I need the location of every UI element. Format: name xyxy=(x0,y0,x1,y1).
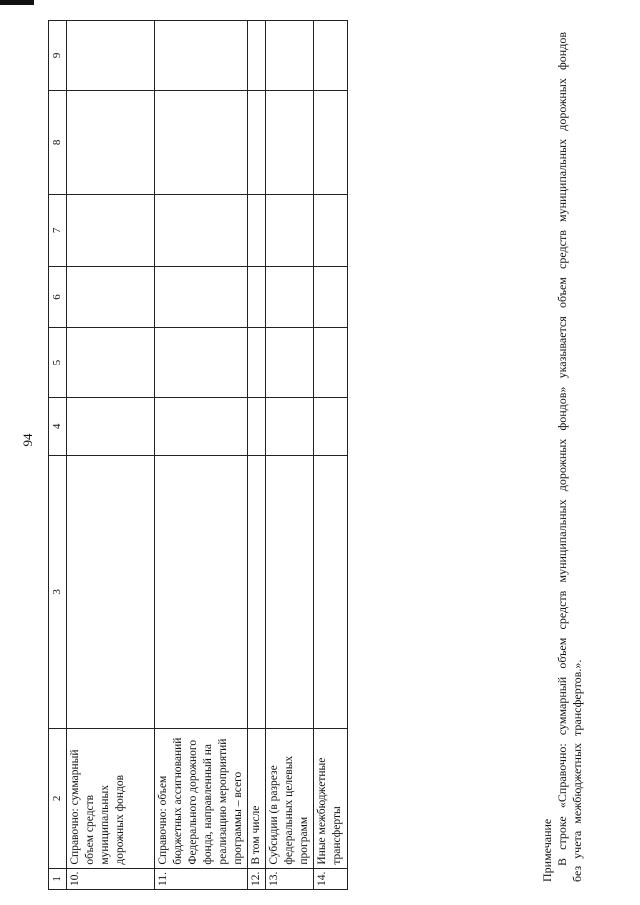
row-name: Субсидии (в разрезе федеральных целевых программ xyxy=(266,728,314,868)
table-cell xyxy=(155,328,248,398)
table-cell xyxy=(248,455,266,728)
table-cell xyxy=(248,328,266,398)
table-cell xyxy=(266,90,314,194)
table-cell xyxy=(67,266,155,328)
table-cell xyxy=(67,90,155,194)
table-cell xyxy=(67,328,155,398)
table-cell xyxy=(314,21,348,91)
table-cell xyxy=(314,195,348,267)
table-cell xyxy=(266,455,314,728)
table-header-row xyxy=(49,21,67,890)
note-body: В строке «Справочно: суммарный объем средств муниципальных дорожных фондов» указывается объем средств муниципальных дорожных фондов без учета межбюджетных трансфертов.». xyxy=(555,32,584,882)
table-row xyxy=(314,21,348,890)
table-cell xyxy=(314,266,348,328)
table-cell xyxy=(155,90,248,194)
note-title: Примечание xyxy=(540,818,554,882)
table-cell xyxy=(155,397,248,455)
table-cell xyxy=(155,266,248,328)
table-cell xyxy=(266,397,314,455)
table-cell xyxy=(67,397,155,455)
header-cell: 6 xyxy=(49,266,67,328)
table-cell xyxy=(314,90,348,194)
row-name: Справочно: суммарный объем средств муниципальных дорожных фондов xyxy=(67,728,155,868)
table-cell xyxy=(155,21,248,91)
header-cell: 1 xyxy=(49,868,67,889)
rotated-page xyxy=(20,20,610,890)
table-cell xyxy=(266,195,314,267)
table-cell xyxy=(314,455,348,728)
header-cell: 4 xyxy=(49,397,67,455)
header-cell: 7 xyxy=(49,195,67,267)
row-number: 10. xyxy=(67,868,155,889)
row-number: 13. xyxy=(266,868,314,889)
header-cell: 5 xyxy=(49,328,67,398)
table-row xyxy=(266,21,314,890)
page-number: 94 xyxy=(20,433,35,447)
note-section xyxy=(540,32,585,882)
table-cell xyxy=(266,21,314,91)
table-cell xyxy=(248,90,266,194)
table-cell xyxy=(248,195,266,267)
table-cell xyxy=(155,195,248,267)
row-name: Иные межбюджетные трансферты xyxy=(314,728,348,868)
header-cell: 3 xyxy=(49,455,67,728)
table-row xyxy=(155,21,248,890)
row-name: В том числе xyxy=(248,728,266,868)
header-cell: 2 xyxy=(49,728,67,868)
row-number: 11. xyxy=(155,868,248,889)
data-table xyxy=(48,20,348,890)
table-row xyxy=(248,21,266,890)
table-cell xyxy=(314,397,348,455)
table-row xyxy=(67,21,155,890)
row-name: Справочно: объем бюджетных ассигнований Федерального дорожного фонда, направленный на реализацию мероприятий программы – всего xyxy=(155,728,248,868)
scan-corner-mark xyxy=(0,0,34,5)
table-cell xyxy=(67,21,155,91)
header-cell: 8 xyxy=(49,90,67,194)
table-cell xyxy=(314,328,348,398)
row-number: 14. xyxy=(314,868,348,889)
table-cell xyxy=(155,455,248,728)
table-cell xyxy=(248,266,266,328)
table-cell xyxy=(248,397,266,455)
table-cell xyxy=(248,21,266,91)
table-cell xyxy=(67,455,155,728)
table-cell xyxy=(67,195,155,267)
row-number: 12. xyxy=(248,868,266,889)
header-cell: 9 xyxy=(49,21,67,91)
table-cell xyxy=(266,328,314,398)
table-cell xyxy=(266,266,314,328)
